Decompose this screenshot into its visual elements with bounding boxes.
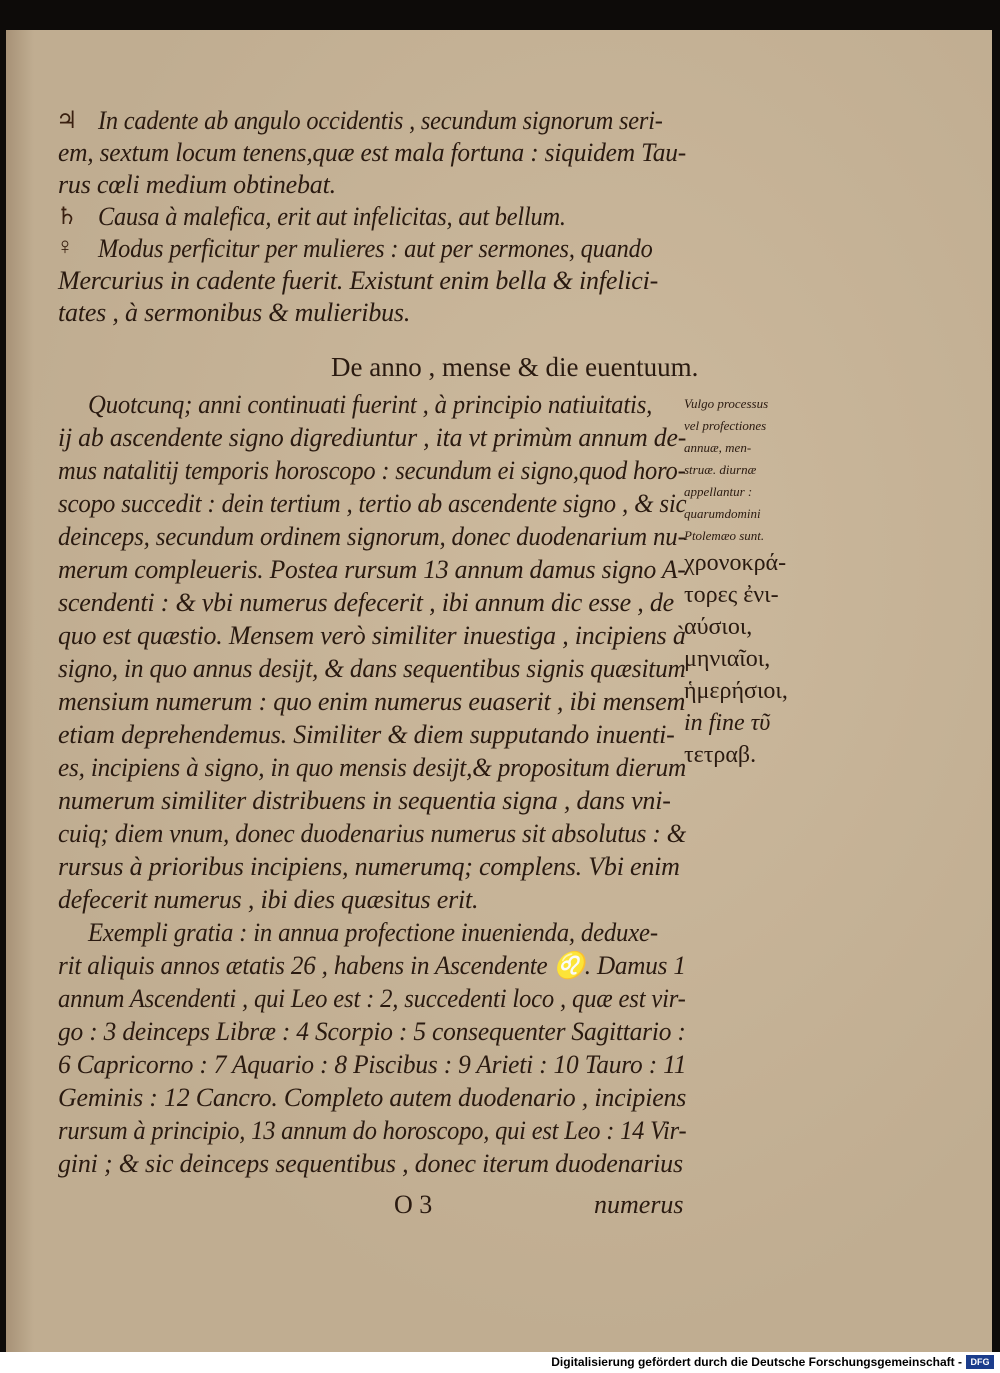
venus-symbol-icon: ♀: [56, 234, 74, 260]
text-line: rursus à prioribus incipiens, numerumq; complens. Vbi enim: [58, 852, 680, 881]
text-line: defecerit numerus , ibi dies quæsitus erit.: [58, 885, 479, 914]
margin-greek: τορες ἐνι-: [684, 582, 779, 608]
text-line: scopo succedit : dein tertium , tertio ab ascendente signo , & sic: [58, 489, 687, 518]
signature-mark: O 3: [394, 1190, 433, 1219]
text-line: etiam deprehendemus. Similiter & diem supputando inuenti-: [58, 720, 675, 749]
section-heading: De anno , mense & die euentuum.: [331, 352, 699, 382]
text-line: tates , à sermonibus & mulieribus.: [58, 298, 411, 327]
text-line: deinceps, secundum ordinem signorum, donec duodenarium nu-: [58, 522, 686, 551]
text-line: Exempli gratia : in annua profectione inuenienda, deduxe-: [88, 918, 658, 947]
dfg-logo-icon: DFG: [966, 1355, 994, 1369]
margin-note: Ptolemæo sunt.: [684, 528, 765, 543]
text-line: Causa à malefica, erit aut infelicitas, aut bellum.: [98, 202, 566, 231]
text-line: go : 3 deinceps Libræ : 4 Scorpio : 5 consequenter Sagittario :: [58, 1017, 686, 1046]
margin-greek: in fine τῦ: [684, 710, 771, 736]
text-line: Quotcunq; anni continuati fuerint , à principio natiuitatis,: [88, 390, 653, 419]
text-line: cuiq; diem vnum, donec duodenarius numerus sit absolutus : &: [58, 819, 687, 848]
text-line: annum Ascendenti , qui Leo est : 2, succedenti loco , quæ est vir-: [58, 984, 686, 1013]
margin-greek: μηνιαῖοι,: [684, 646, 771, 672]
book-page: [6, 30, 992, 1352]
text-line: es, incipiens à signo, in quo mensis desijt,& propositum dierum: [58, 753, 686, 782]
text-line: rursum à principio, 13 annum do horoscopo, qui est Leo : 14 Vir-: [58, 1116, 687, 1145]
text-line: merum compleueris. Postea rursum 13 annum damus signo A-: [58, 555, 686, 584]
margin-note: Vulgo processus: [684, 396, 769, 411]
jupiter-symbol-icon: ♃: [56, 108, 78, 134]
margin-note: appellantur :: [684, 484, 753, 499]
margin-note: struæ. diurnæ: [684, 462, 757, 477]
text-line: signo, in quo annus desijt, & dans sequentibus signis quæsitum: [58, 654, 686, 683]
text-line: Geminis : 12 Cancro. Completo autem duodenario , incipiens: [58, 1083, 687, 1112]
margin-note: vel profectiones: [684, 418, 767, 433]
margin-greek: ἡμερήσιοι,: [684, 678, 788, 704]
text-line: em, sextum locum tenens,quæ est mala fortuna : siquidem Tau-: [58, 138, 687, 167]
margin-note: annuæ, men-: [684, 440, 752, 455]
text-line: Mercurius in cadente fuerit. Existunt enim bella & infelici-: [58, 266, 659, 295]
text-line: 6 Capricorno : 7 Aquario : 8 Piscibus : 9 Arieti : 10 Tauro : 11: [58, 1050, 687, 1079]
text-line: Modus perficitur per mulieres : aut per sermones, quando: [98, 234, 653, 263]
text-line: In cadente ab angulo occidentis , secundum signorum seri-: [98, 106, 663, 135]
text-line: rus cœli medium obtinebat.: [58, 170, 336, 199]
margin-greek: αύσιοι,: [684, 614, 753, 640]
text-line: scendenti : & vbi numerus defecerit , ibi annum dic esse , de: [58, 588, 674, 617]
margin-greek: τετραβ.: [684, 742, 757, 768]
footer-credit: Digitalisierung gefördert durch die Deutsche Forschungsgemeinschaft -: [551, 1355, 962, 1369]
text-line: gini ; & sic deinceps sequentibus , donec iterum duodenarius: [58, 1149, 683, 1178]
catchword: numerus: [594, 1190, 684, 1219]
text-line: ij ab ascendente signo digrediuntur , ita vt primùm annum de-: [58, 423, 687, 452]
text-line: mensium numerum : quo enim numerus euaserit , ibi mensem: [58, 687, 686, 716]
footer-bar: [0, 1352, 1000, 1373]
text-line: numerum similiter distribuens in sequentia signa , dans vni-: [58, 786, 671, 815]
text-line: mus natalitij temporis horoscopo : secundum ei signo,quod horo-: [58, 456, 686, 485]
text-line: quo est quæstio. Mensem verò similiter inuestiga , incipiens à: [58, 621, 686, 650]
margin-greek: χρονοκρά-: [684, 550, 787, 576]
text-line: rit aliquis annos ætatis 26 , habens in Ascendente ♌. Damus 1: [58, 951, 686, 980]
margin-note: quarumdomini: [684, 506, 761, 521]
saturn-symbol-icon: ♄: [56, 204, 78, 230]
